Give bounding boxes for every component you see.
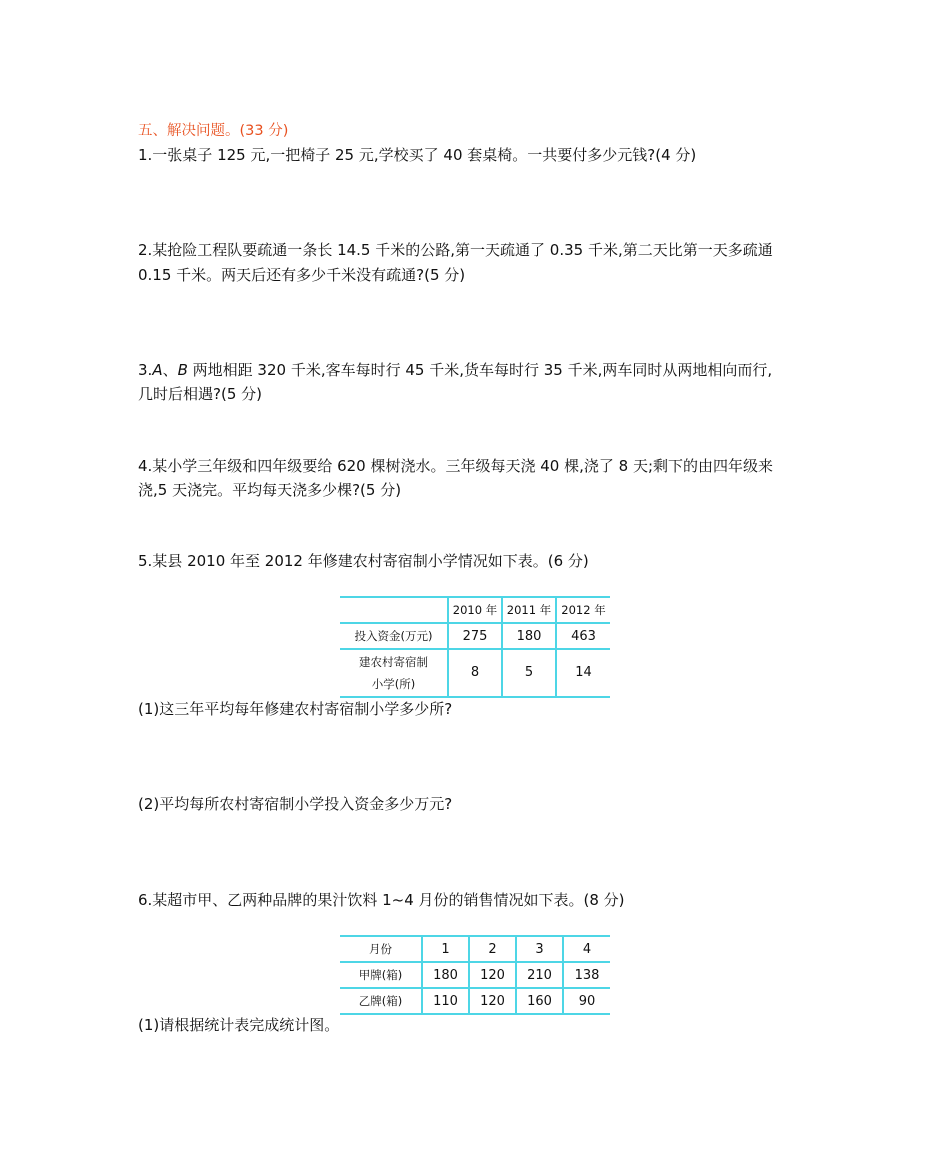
column-header: 月份 [340,936,422,962]
question-6: 6.某超市甲、乙两种品牌的果汁饮料 1~4 月份的销售情况如下表。(8 分) [138,891,625,909]
table-row [340,649,610,697]
row-header [340,649,448,697]
table-cell: 120 [469,988,516,1014]
row-header-line-1: 建农村寄宿制 [359,655,428,669]
table-cell: 275 [448,623,502,649]
table-cell: 160 [516,988,563,1014]
table-cell: 138 [563,962,610,988]
question-2-line-2: 0.15 千米。两天后还有多少千米没有疏通?(5 分) [138,266,466,284]
school-construction-table [340,596,610,698]
table-cell: 210 [516,962,563,988]
column-header: 1 [422,936,469,962]
column-header: 2 [469,936,516,962]
table-cell: 120 [469,962,516,988]
table-cell: 110 [422,988,469,1014]
point-a: A [152,361,163,379]
table-header-row [340,597,610,623]
question-5-sub-1: (1)这三年平均每年修建农村寄宿制小学多少所? [138,700,453,718]
question-3-number: 3. [138,361,153,379]
row-header-line-2: 小学(所) [371,677,416,691]
section-title: 五、解决问题。(33 分) [138,123,289,139]
column-header: 2012 年 [556,597,610,623]
column-header: 2010 年 [448,597,502,623]
point-b: B [177,361,188,379]
question-3-rest: 两地相距 320 千米,客车每时行 45 千米,货车每时行 35 千米,两车同时从两地相向而行, [187,361,773,379]
table-cell: 8 [448,649,502,697]
column-header: 2011 年 [502,597,556,623]
table-corner-cell [340,597,448,623]
juice-sales-table [340,935,610,1015]
table-header-row [340,936,610,962]
table-cell: 90 [563,988,610,1014]
column-header: 3 [516,936,563,962]
question-5-sub-2: (2)平均每所农村寄宿制小学投入资金多少万元? [138,795,453,813]
question-3-line-1 [138,360,772,380]
table-cell: 180 [502,623,556,649]
question-4-line-2: 浇,5 天浇完。平均每天浇多少棵?(5 分) [138,481,402,499]
question-2-line-1: 2.某抢险工程队要疏通一条长 14.5 千米的公路,第一天疏通了 0.35 千米,第二天比第一天多疏通 [138,241,773,259]
row-header: 甲牌(箱) [340,962,422,988]
column-header: 4 [563,936,610,962]
table-cell: 5 [502,649,556,697]
table-cell: 180 [422,962,469,988]
table-cell: 463 [556,623,610,649]
row-header: 投入资金(万元) [340,623,448,649]
point-separator: 、 [162,361,178,379]
table-row [340,623,610,649]
question-6-sub-1: (1)请根据统计表完成统计图。 [138,1016,340,1034]
question-5: 5.某县 2010 年至 2012 年修建农村寄宿制小学情况如下表。(6 分) [138,552,589,570]
table-row [340,962,610,988]
question-3-line-2: 几时后相遇?(5 分) [138,385,262,403]
question-4-line-1: 4.某小学三年级和四年级要给 620 棵树浇水。三年级每天浇 40 棵,浇了 8 天;剩下的由四年级来 [138,457,774,475]
table-cell: 14 [556,649,610,697]
row-header: 乙牌(箱) [340,988,422,1014]
table-row [340,988,610,1014]
question-1: 1.一张桌子 125 元,一把椅子 25 元,学校买了 40 套桌椅。一共要付多少元钱?(4 分) [138,146,697,164]
